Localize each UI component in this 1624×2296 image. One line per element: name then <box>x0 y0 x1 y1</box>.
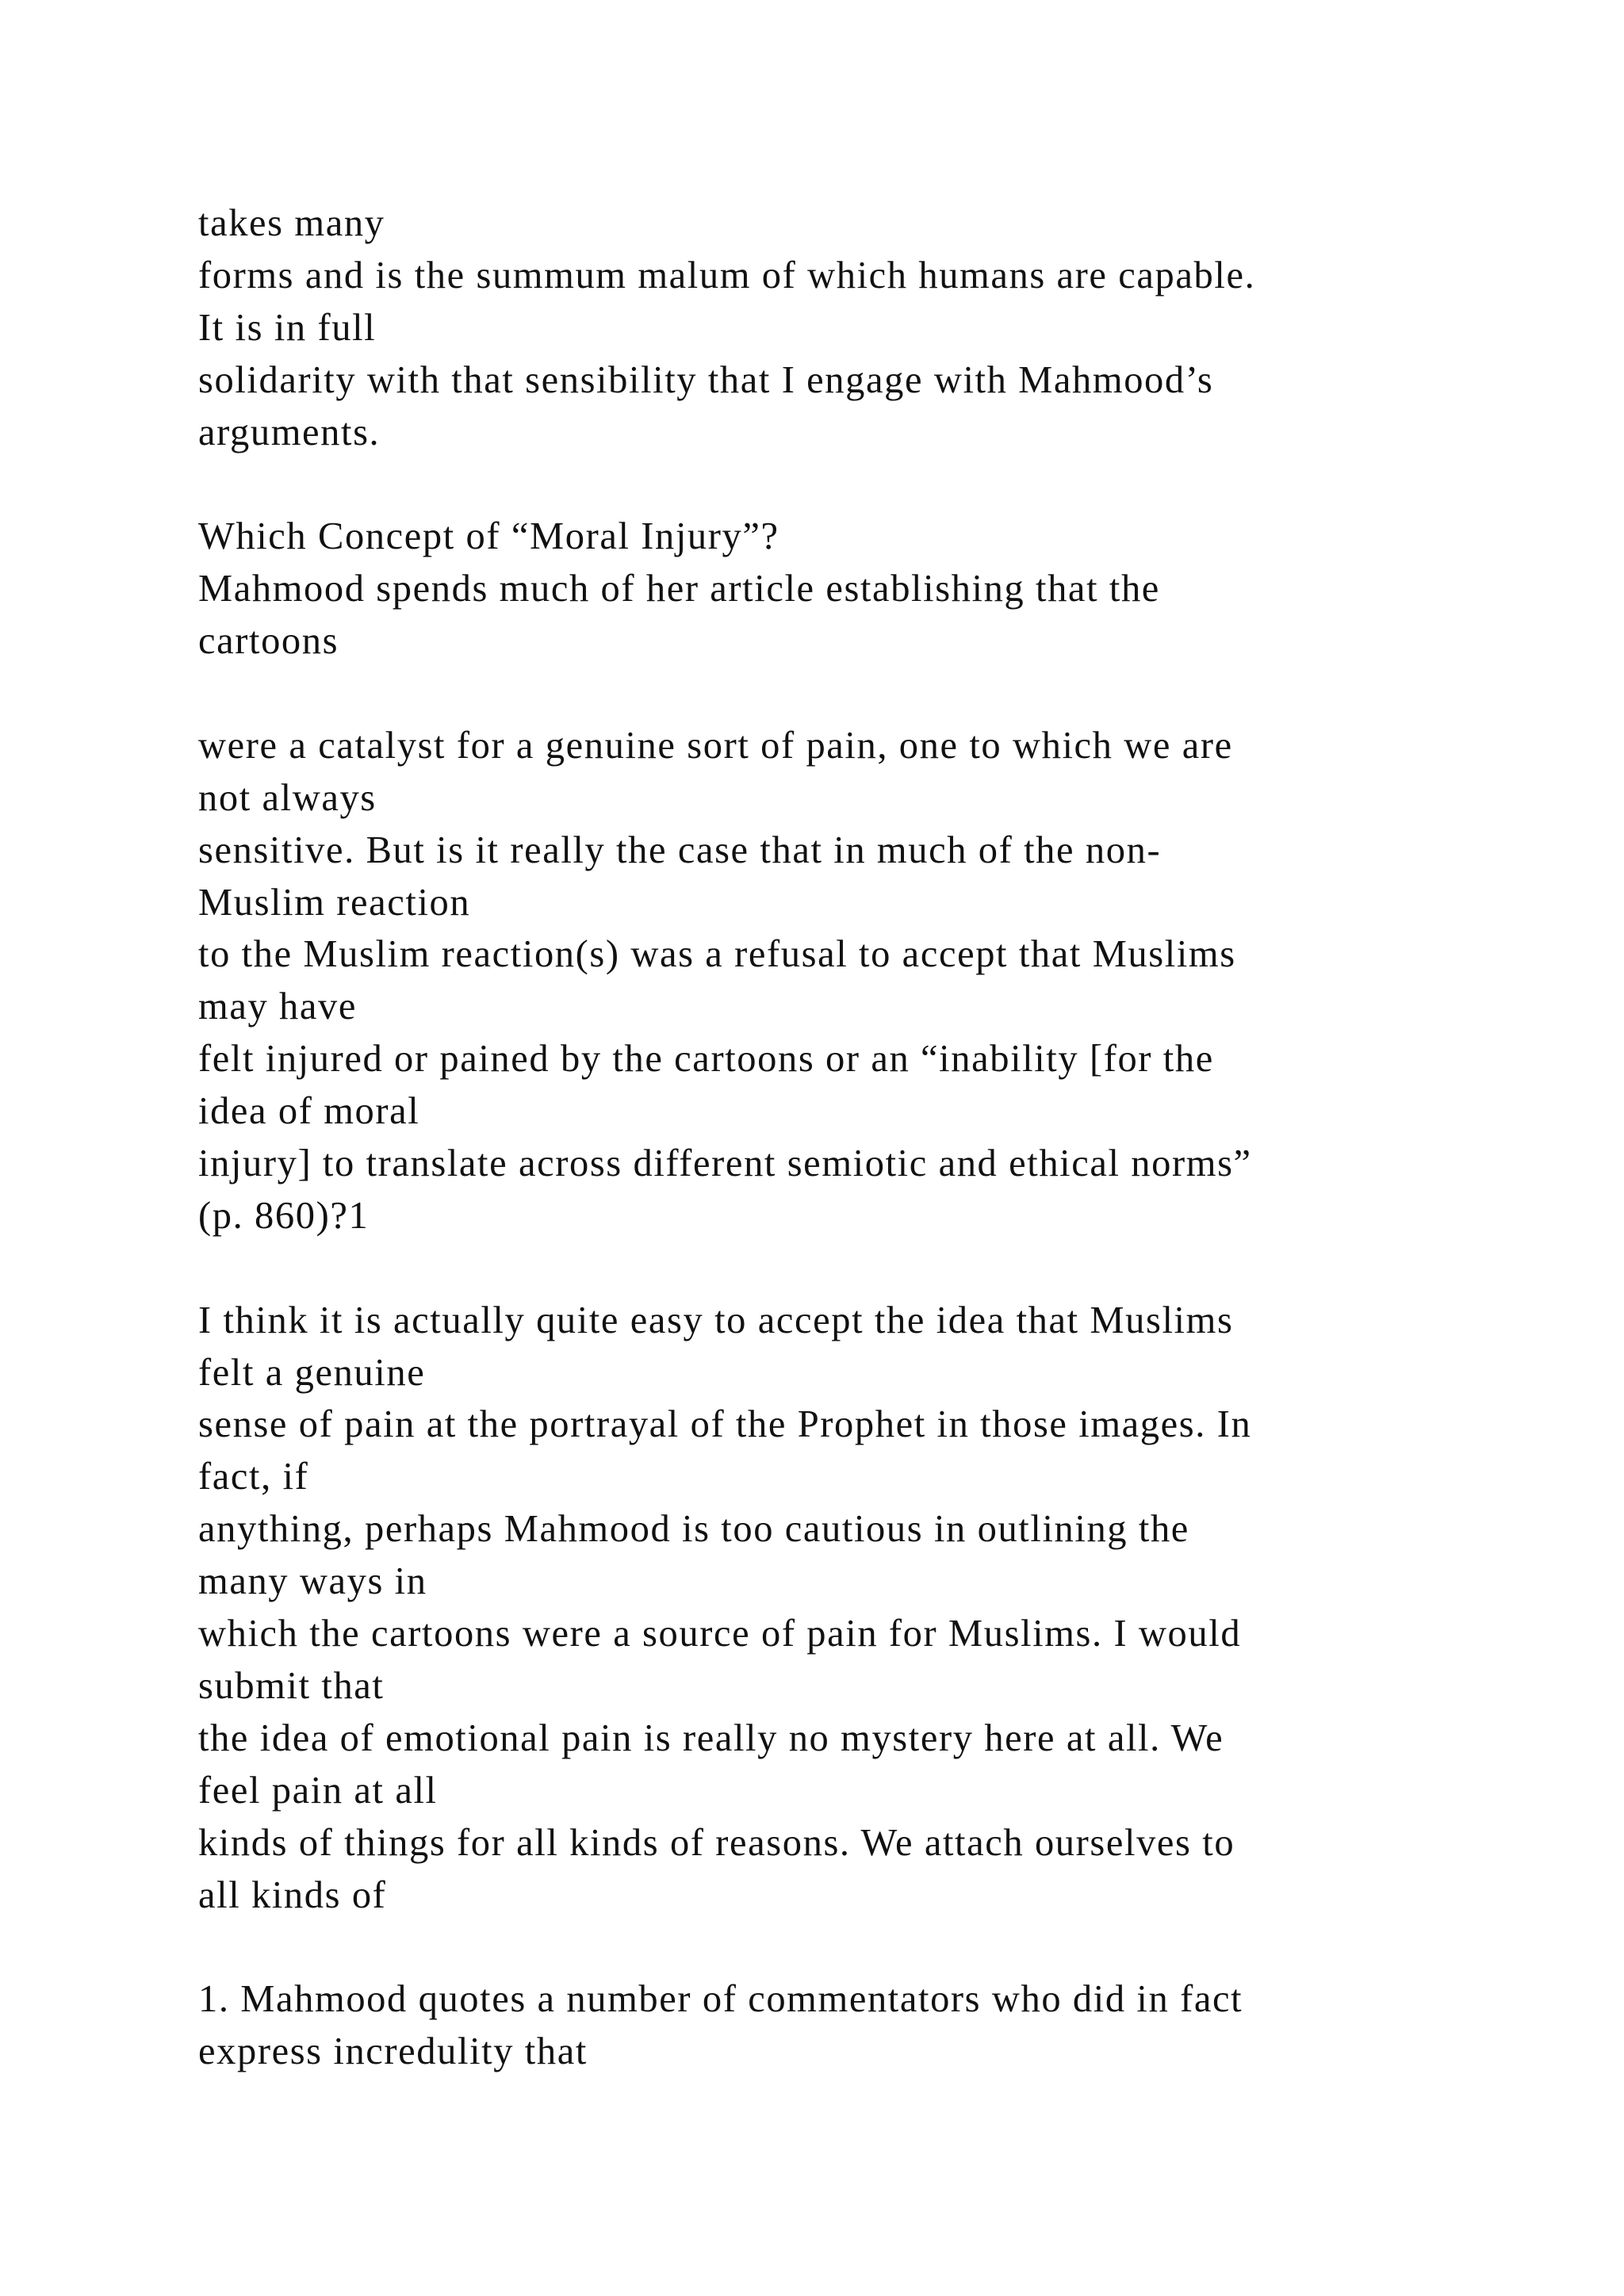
text-line: all kinds of <box>198 1873 387 1916</box>
text-line: were a catalyst for a genuine sort of pain, one to which we are <box>198 724 1233 767</box>
text-line: which the cartoons were a source of pain for Muslims. I would <box>198 1613 1242 1655</box>
text-line: feel pain at all <box>198 1769 438 1812</box>
document-text <box>198 197 1483 2078</box>
text-line: felt a genuine <box>198 1351 426 1394</box>
text-line: sense of pain at the portrayal of the Prophet in those images. In <box>198 1403 1252 1446</box>
text-line: I think it is actually quite easy to accept the idea that Muslims <box>198 1299 1234 1341</box>
blank-line <box>198 458 1483 511</box>
text-line: sensitive. But is it really the case that in much of the non- <box>198 828 1162 871</box>
footnote-line: express incredulity that <box>198 2030 588 2073</box>
text-line: takes many <box>198 202 385 244</box>
section-heading: Which Concept of “Moral Injury”? <box>198 515 779 558</box>
text-line: submit that <box>198 1664 385 1707</box>
footnote-line: 1. Mahmood quotes a number of commentators who did in fact <box>198 1978 1243 2021</box>
text-line: the idea of emotional pain is really no mystery here at all. We <box>198 1716 1224 1759</box>
blank-line <box>198 1921 1483 1973</box>
text-line: idea of moral <box>198 1090 420 1133</box>
blank-line <box>198 668 1483 720</box>
text-line: Mahmood spends much of her article establishing that the <box>198 568 1160 610</box>
text-line: forms and is the summum malum of which humans are capable. <box>198 254 1256 297</box>
text-line: injury] to translate across different semiotic and ethical norms” <box>198 1142 1252 1185</box>
text-line: (p. 860)?1 <box>198 1194 370 1237</box>
text-line: to the Muslim reaction(s) was a refusal to accept that Muslims <box>198 933 1236 976</box>
text-line: Muslim reaction <box>198 881 471 924</box>
text-line: anything, perhaps Mahmood is too cautious in outlining the <box>198 1508 1189 1551</box>
text-line: solidarity with that sensibility that I engage with Mahmood’s <box>198 358 1214 401</box>
blank-line <box>198 1242 1483 1295</box>
text-line: fact, if <box>198 1456 309 1498</box>
text-line: many ways in <box>198 1560 427 1603</box>
text-line: cartoons <box>198 620 339 663</box>
text-line: It is in full <box>198 306 377 349</box>
text-line: felt injured or pained by the cartoons or an “inability [for the <box>198 1038 1214 1081</box>
text-line: not always <box>198 776 377 819</box>
text-line: kinds of things for all kinds of reasons. We attach ourselves to <box>198 1821 1235 1864</box>
text-line: arguments. <box>198 411 381 453</box>
text-line: may have <box>198 985 357 1028</box>
